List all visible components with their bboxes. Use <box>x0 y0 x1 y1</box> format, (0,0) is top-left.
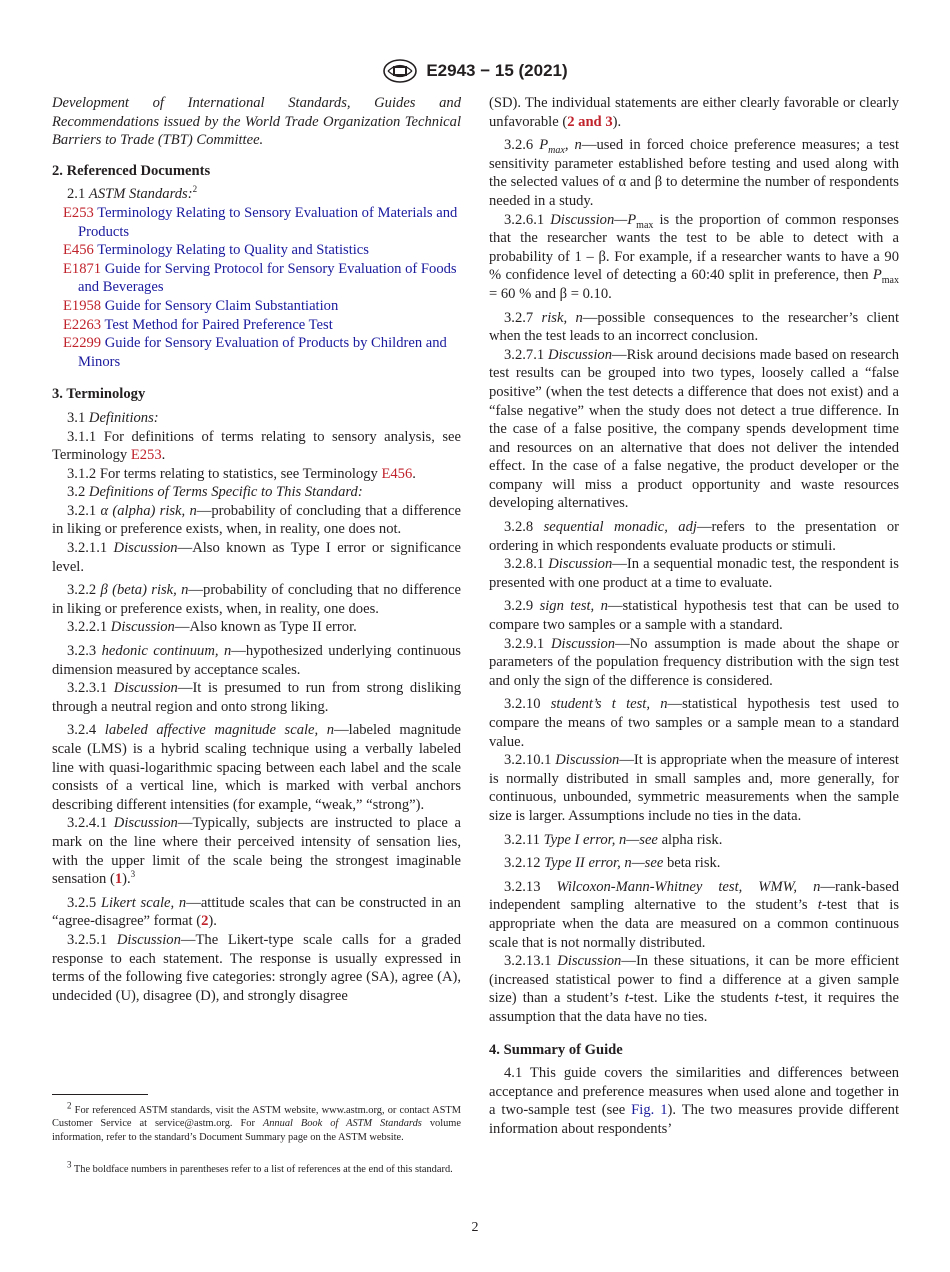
footnote-2: $^2$ For referenced ASTM standards, visit the ASTM website, www.astm.org, or contact ASTM Customer Service at service@astm.org. For Annual Book of ASTM Standards volume information, refer to the standard’s Document Summary page on the ASTM website. <box>52 1100 461 1143</box>
astm-logo-icon <box>382 58 418 84</box>
para-3-2-9: 3.2.9 sign test, n—statistical hypothesis test that can be used to compare two samples or a sample with a standard. <box>489 598 899 634</box>
ref-item[interactable]: E1958 Guide for Sensory Claim Substantiation <box>63 297 339 314</box>
para-3-2-10-1: 3.2.10.1 Discussion—It is appropriate when the measure of interest is normally distributed in small samples and, more generally, for continuous, unbounded, symmetric measurements when the sample size is larger. Assumptions include no ties in the data. <box>489 752 899 824</box>
para-2-1: 2.1 ASTM Standards:$^2$ <box>67 184 198 203</box>
link-e253[interactable]: E253 <box>130 447 162 464</box>
para-3-2-5: 3.2.5 Likert scale, n—attitude scales that can be constructed in an “agree-disagree” format (2). <box>52 894 461 930</box>
para-4-1: 4.1 This guide covers the similarities and differences between acceptance and preference measures when used alone and together in a two-sample test (see Fig. 1). The two measures provide different information about respondents’ <box>489 1065 899 1137</box>
para-3-1-1: 3.1.1 For definitions of terms relating to sensory analysis, see Terminology E253. <box>52 428 461 464</box>
page-header <box>0 58 950 84</box>
para-3-2-2-1: 3.2.2.1 Discussion—Also known as Type II error. <box>67 619 357 636</box>
para-3-2-8-1: 3.2.8.1 Discussion—In a sequential monadic test, the respondent is presented with one product at a time to evaluate. <box>489 556 899 591</box>
para-3-2-7: 3.2.7 risk, n—possible consequences to the researcher’s client when the test leads to an incorrect conclusion. <box>489 309 900 345</box>
para-3-2: 3.2 Definitions of Terms Specific to This Standard: <box>67 484 363 501</box>
link-fig-1[interactable]: Fig. 1 <box>631 1102 668 1119</box>
page-number: 2 <box>471 1220 479 1235</box>
standard-designation: E2943 − 15 (2021) <box>426 61 568 80</box>
para-3-2-9-1: 3.2.9.1 Discussion—No assumption is made about the shape or parameters of the population frequency distribution with the sign test and only the sign of the difference is considered. <box>489 635 899 689</box>
para-3-2-12: 3.2.12 Type II error, n—see beta risk. <box>504 855 721 872</box>
para-3-2-1: 3.2.1 α (alpha) risk, n—probability of concluding that a difference in liking or preference exists, when, in reality, one does not. <box>52 502 461 538</box>
ref-link-2[interactable]: 2 <box>201 913 209 930</box>
para-3-2-6-1: 3.2.6.1 $Discussion—P_{max}$ is the proportion of common responses that the researcher wants the test to be able to detect with a probability of 1 – β. For example, if a researcher wants to have a 90 % confidence level of detecting a 60:40 split in preference, then $P_{max} = 60$ % and β = 0.10. <box>489 211 899 302</box>
footnote-3: $^3$ The boldface numbers in parentheses refer to a list of references at the end of this standard. <box>67 1159 453 1175</box>
para-3-2-5-1: 3.2.5.1 Discussion—The Likert-type scale calls for a graded response to each statement. The response is usually expressed in terms of the following five categories: strongly agree (SA), agree (A), undecided (U), disagree (D), and strongly disagree <box>52 931 461 1004</box>
ref-item[interactable]: E2299 Guide for Sensory Evaluation of Products by Children and Minors <box>63 335 447 370</box>
right-column <box>489 94 899 1138</box>
para-3-2-8: 3.2.8 sequential monadic, adj—refers to the presentation or ordering in which respondents evaluate products or stimuli. <box>489 519 899 554</box>
section-2-title: 2. Referenced Documents <box>52 162 211 179</box>
ref-item[interactable]: E2263 Test Method for Paired Preference Test <box>63 316 333 333</box>
para-3-2-3: 3.2.3 hedonic continuum, n—hypothesized underlying continuous dimension measured by acceptance scales. <box>52 643 461 678</box>
ref-link-2-3[interactable]: 2 and 3 <box>567 113 613 130</box>
para-3-2-13: 3.2.13 Wilcoxon-Mann-Whitney test, WMW, n—rank-based independent sampling alternative to the student’s t-test that is appropriate when the data are measured on a common continuous scale that is not normally distributed. <box>489 878 899 951</box>
para-3-2-3-1: 3.2.3.1 Discussion—It is presumed to run from strong disliking through a neutral region and onto strong liking. <box>52 680 461 715</box>
section-3-title: 3. Terminology <box>52 386 146 403</box>
link-e456[interactable]: E456 <box>381 465 413 482</box>
para-3-2-13-1: 3.2.13.1 Discussion—In these situations, it can be more efficient (increased statistical power to find a difference at a given sample size) than a student’s t-test. Like the students t-test, it requires the assumption that the data have no ties. <box>489 953 900 1025</box>
ref-item[interactable]: E253 Terminology Relating to Sensory Evaluation of Materials and Products <box>63 204 458 240</box>
intro-text: Development of International Standards, Guides and Recommendations issued by the World Trade Organization Technical Barriers to Trade (TBT) Committee. <box>52 95 461 149</box>
para-3-2-10: 3.2.10 student’s t test, n—statistical hypothesis test used to compare the means of two samples or a sample mean to a standard value. <box>489 696 899 750</box>
para-3-2-11: 3.2.11 Type I error, n—see alpha risk. <box>504 831 723 848</box>
ref-link-1[interactable]: 1 <box>114 871 123 888</box>
section-4-title: 4. Summary of Guide <box>489 1041 623 1058</box>
para-3-2-2: 3.2.2 β (beta) risk, n—probability of concluding that no difference in liking or preference exists, when, in reality, one does. <box>52 582 461 617</box>
para-3-2-4-1: 3.2.4.1 Discussion—Typically, subjects are instructed to place a mark on the line where their perceived intensity of sensation lies, with the upper limit of the scale being the strongest imaginable sensation (1).$^3$ <box>52 815 461 888</box>
para-3-2-4: 3.2.4 labeled affective magnitude scale, n—labeled magnitude scale (LMS) is a hybrid scaling technique using a verbally labeled line with quasi-logarithmic spacing between each label and the scale consists of a vertical line, which is marked with verbal anchors describing different intensities (for example, “weak,” “strong”). <box>52 722 462 813</box>
referenced-standards-list <box>52 204 461 371</box>
para-3-1-2: 3.1.2 For terms relating to statistics, see Terminology E456. <box>67 465 416 482</box>
ref-item[interactable]: E1871 Guide for Serving Protocol for Sensory Evaluation of Foods and Beverages <box>63 260 457 296</box>
para-3-2-6: 3.2.6 $P_{max}$, n—used in forced choice preference measures; a test sensitivity parameter established before testing and used along with the selected values of α and β to determine the number of respondents needed in a study. <box>489 137 899 209</box>
para-3-2-7-1: 3.2.7.1 Discussion—Risk around decisions made based on research test results can be grouped into two types, loosely called a “false positive” (when the test detects a difference that does not exist) and a “false negative” when the study does not detect a true difference. In the case of a false positive, the company spends development time and resources on an alternative that does not deliver the intended effect. In the case of a false negative, the product developer or the company will miss a product opportunity and waste resources developing alternatives. <box>489 346 899 512</box>
para-sd-continued: (SD). The individual statements are either clearly favorable or clearly unfavorable (2 and 3). <box>489 95 899 130</box>
footnote-rule <box>52 1094 148 1095</box>
ref-item[interactable]: E456 Terminology Relating to Quality and Statistics <box>63 242 369 259</box>
left-column <box>52 94 461 1005</box>
para-3-2-1-1: 3.2.1.1 Discussion—Also known as Type I error or significance level. <box>52 540 461 575</box>
para-3-1: 3.1 Definitions: <box>67 409 159 426</box>
